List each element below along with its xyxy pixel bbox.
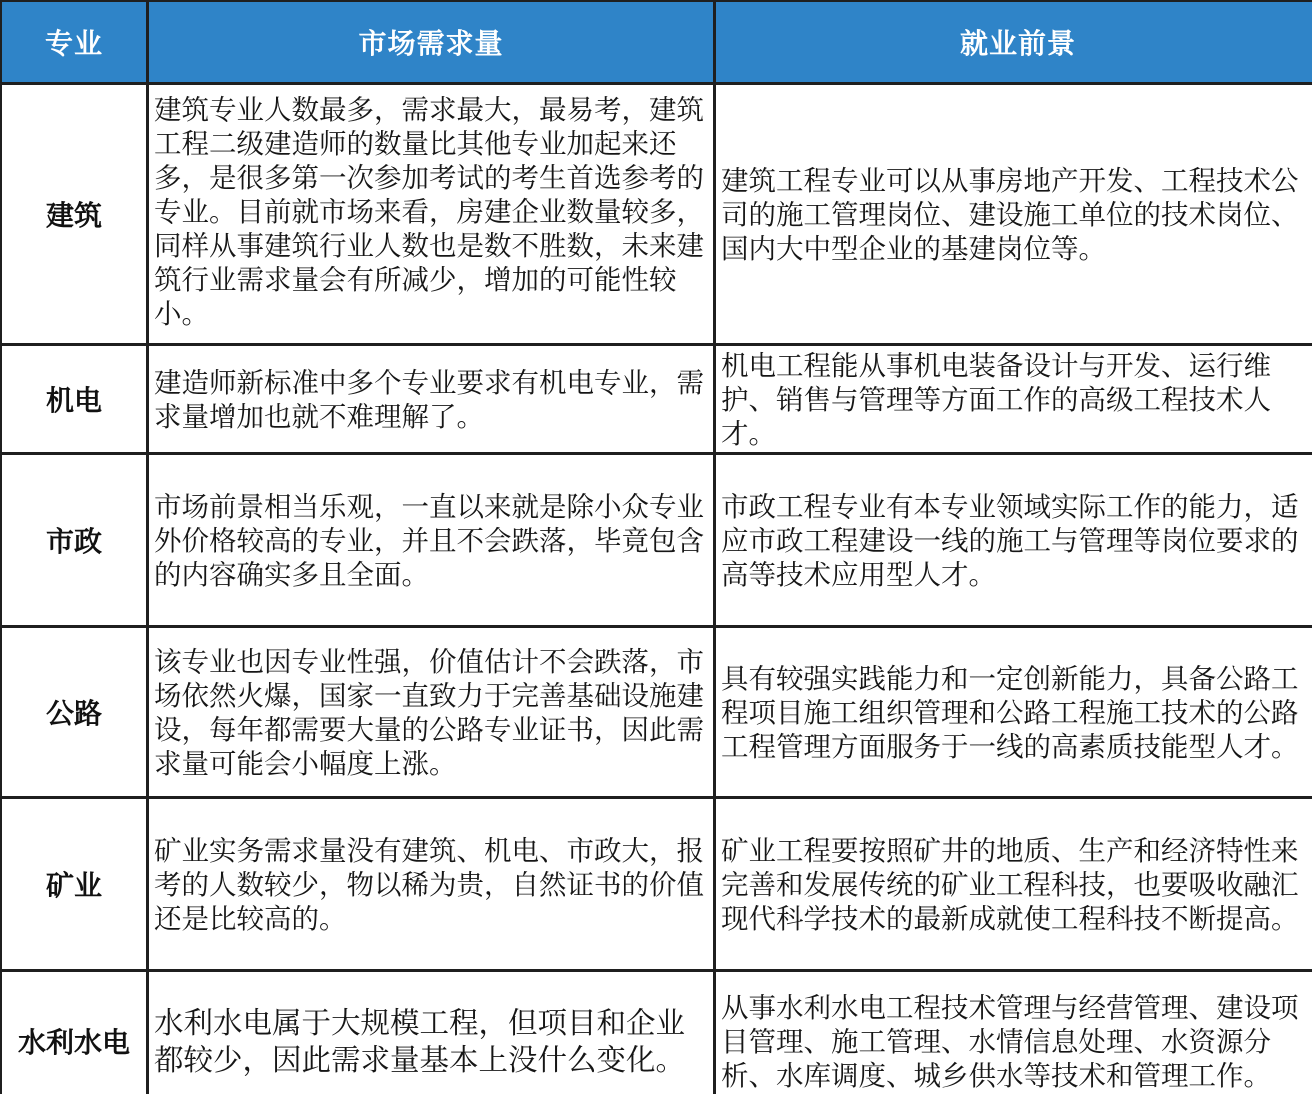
row-major-name: 机电 bbox=[2, 346, 146, 452]
demand-text: 矿业实务需求量没有建筑、机电、市政大，报考的人数较少，物以稀为贵，自然证书的价值还是比较高的。 bbox=[154, 835, 704, 935]
header-employment-prospect: 就业前景 bbox=[716, 2, 1312, 82]
prospect-text: 从事水利水电工程技术管理与经营管理、建设项目管理、施工管理、水情信息处理、水资源分析、水库调度、城乡供水等技术和管理工作。 bbox=[721, 992, 1299, 1092]
row-employment-prospect bbox=[716, 346, 1312, 452]
row-market-demand bbox=[149, 346, 713, 452]
row-employment-prospect bbox=[716, 972, 1312, 1110]
row-major-name: 市政 bbox=[2, 455, 146, 625]
demand-text: 该专业也因专业性强，价值估计不会跌落，市场依然火爆，国家一直致力于完善基础设施建设，每年都需要大量的公路专业证书，因此需求量可能会小幅度上涨。 bbox=[154, 646, 704, 780]
demand-text: 建造师新标准中多个专业要求有机电专业，需求量增加也就不难理解了。 bbox=[154, 367, 704, 433]
row-market-demand bbox=[149, 799, 713, 969]
demand-text: 市场前景相当乐观，一直以来就是除小众专业外价格较高的专业，并且不会跌落，毕竟包含的内容确实多且全面。 bbox=[154, 491, 704, 591]
row-market-demand bbox=[149, 628, 713, 796]
prospect-text: 矿业工程要按照矿井的地质、生产和经济特性来完善和发展传统的矿业工程科技，也要吸收融汇现代科学技术的最新成就使工程科技不断提高。 bbox=[721, 835, 1299, 935]
row-employment-prospect bbox=[716, 455, 1312, 625]
row-market-demand bbox=[149, 85, 713, 343]
prospect-text: 机电工程能从事机电装备设计与开发、运行维护、销售与管理等方面工作的高级工程技术人才。 bbox=[721, 350, 1271, 450]
header-major: 专业 bbox=[2, 2, 146, 82]
row-major-name: 矿业 bbox=[2, 799, 146, 969]
row-market-demand bbox=[149, 455, 713, 625]
row-employment-prospect bbox=[716, 85, 1312, 343]
header-market-demand: 市场需求量 bbox=[149, 2, 713, 82]
demand-text: 建筑专业人数最多，需求最大，最易考，建筑工程二级建造师的数量比其他专业加起来还多，是很多第一次参加考试的考生首选参考的专业。目前就市场来看，房建企业数量较多，同样从事建筑行业人数也是数不胜数，未来建筑行业需求量会有所减少，增加的可能性较小。 bbox=[154, 94, 704, 330]
prospect-text: 市政工程专业有本专业领域实际工作的能力，适应市政工程建设一线的施工与管理等岗位要求的高等技术应用型人才。 bbox=[721, 491, 1299, 591]
prospect-text: 具有较强实践能力和一定创新能力，具备公路工程项目施工组织管理和公路工程施工技术的公路工程管理方面服务于一线的高素质技能型人才。 bbox=[721, 663, 1299, 763]
demand-text: 水利水电属于大规模工程，但项目和企业都较少，因此需求量基本上没什么变化。 bbox=[154, 1006, 686, 1077]
row-employment-prospect bbox=[716, 799, 1312, 969]
row-market-demand bbox=[149, 972, 713, 1110]
row-major-name: 水利水电 bbox=[2, 972, 146, 1110]
prospect-text: 建筑工程专业可以从事房地产开发、工程技术公司的施工管理岗位、建设施工单位的技术岗位、国内大中型企业的基建岗位等。 bbox=[721, 165, 1299, 265]
row-major-name: 公路 bbox=[2, 628, 146, 796]
row-major-name: 建筑 bbox=[2, 85, 146, 343]
row-employment-prospect bbox=[716, 628, 1312, 796]
